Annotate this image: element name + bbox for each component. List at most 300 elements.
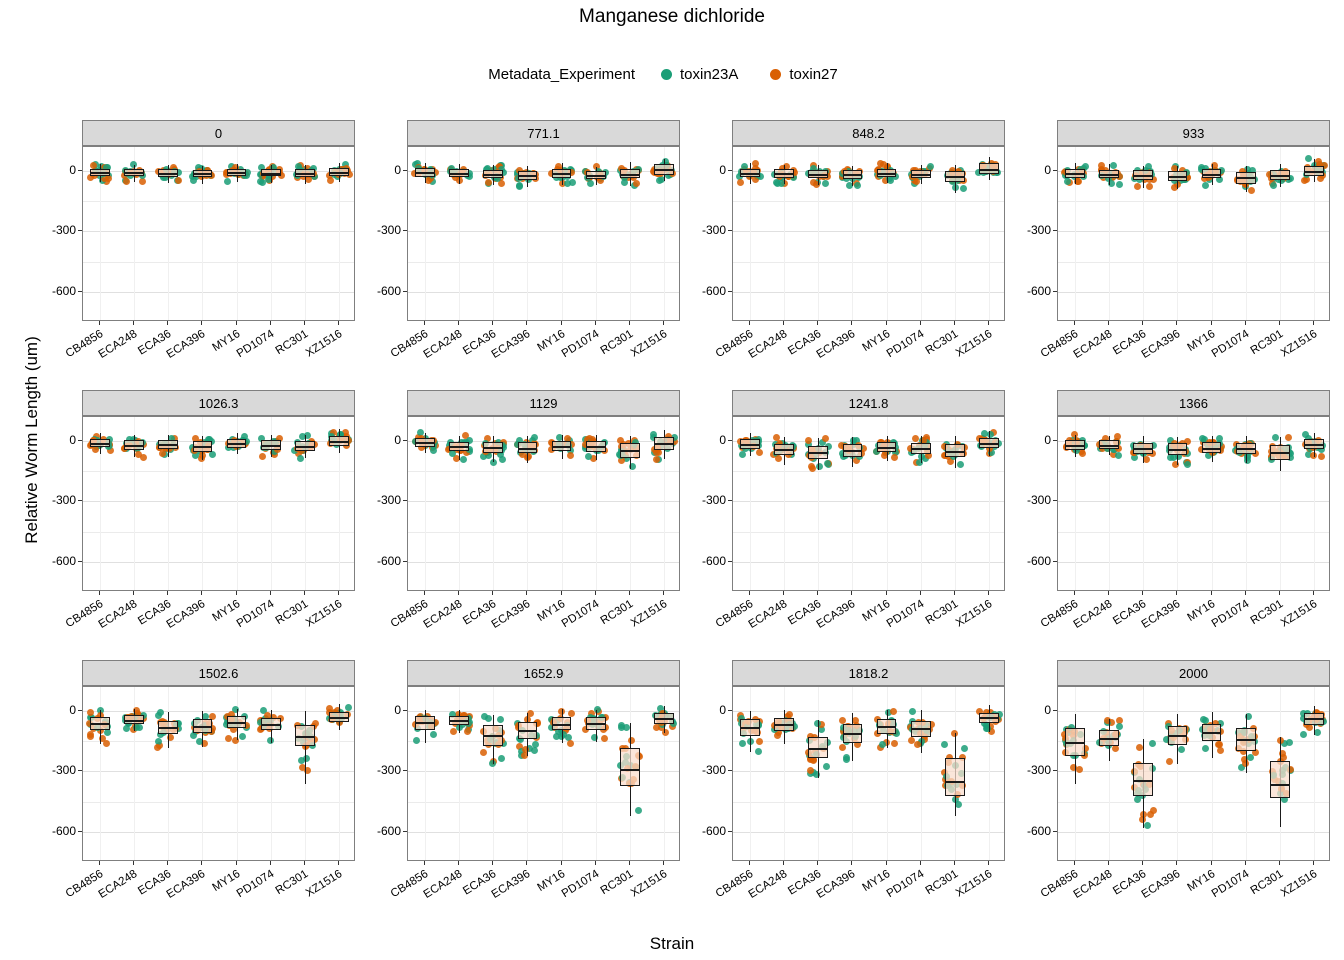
box-plot-median — [1065, 173, 1085, 175]
x-axis-tick-mark — [1279, 321, 1280, 325]
box-plot-median — [1168, 176, 1188, 178]
y-axis-tick-mark — [1053, 710, 1057, 711]
y-axis-tick-mark — [1053, 170, 1057, 171]
x-axis-tick-label: ECA248 — [421, 868, 465, 901]
gridline-minor — [408, 201, 679, 202]
y-axis-tick-mark — [403, 170, 407, 171]
gridline-minor — [408, 471, 679, 472]
box-plot-median — [1065, 445, 1085, 447]
data-point — [123, 178, 130, 185]
gridline-major — [733, 711, 1004, 712]
x-axis-tick-label: ECA36 — [1111, 328, 1149, 358]
x-axis-tick-mark — [988, 861, 989, 865]
box-plot-median — [1236, 177, 1256, 179]
box-plot-median — [295, 173, 315, 175]
gridline-major — [83, 292, 354, 293]
gridline-vertical — [493, 687, 494, 860]
x-axis-tick-mark — [886, 591, 887, 595]
y-axis-tick-label: -300 — [1026, 763, 1051, 778]
x-axis-tick-mark — [954, 861, 955, 865]
data-point — [521, 752, 528, 759]
box-plot-median — [449, 720, 469, 722]
x-axis-tick-mark — [851, 321, 852, 325]
x-axis-tick-mark — [629, 591, 630, 595]
box-plot-median — [158, 173, 178, 175]
x-axis-tick-mark — [1176, 861, 1177, 865]
box-plot-median — [620, 769, 640, 771]
box-plot-median — [1304, 718, 1324, 720]
box-plot-median — [329, 172, 349, 174]
y-axis — [359, 146, 407, 321]
gridline-major — [83, 562, 354, 563]
x-axis-tick-mark — [629, 321, 630, 325]
y-axis — [34, 146, 82, 321]
x-axis-tick-mark — [167, 591, 168, 595]
x-axis-tick-mark — [236, 321, 237, 325]
box-plot-median — [877, 726, 897, 728]
x-axis-tick-mark — [526, 591, 527, 595]
legend-swatch-icon — [770, 69, 781, 80]
y-axis-tick-label: -300 — [376, 763, 401, 778]
x-axis-tick-label: ECA248 — [96, 598, 140, 631]
x-axis-tick-mark — [201, 591, 202, 595]
x-axis-tick-label: PD1074 — [559, 598, 602, 631]
x-axis-tick-label: ECA396 — [1140, 868, 1183, 901]
x-axis-tick-label: MY16 — [210, 868, 242, 895]
data-point — [891, 454, 898, 461]
x-axis-tick-mark — [236, 861, 237, 865]
x-axis-tick-mark — [1142, 861, 1143, 865]
data-point — [955, 801, 962, 808]
data-point — [1134, 183, 1141, 190]
data-point — [1300, 731, 1307, 738]
x-axis-tick-label: ECA396 — [490, 328, 533, 361]
x-axis-tick-label: CB4856 — [388, 868, 431, 901]
x-axis-tick-mark — [1211, 861, 1212, 865]
x-axis-tick-label: MY16 — [1185, 328, 1217, 355]
data-point — [1104, 717, 1111, 724]
data-point — [1202, 182, 1209, 189]
x-axis-tick-mark — [783, 591, 784, 595]
x-axis-tick-label: PD1074 — [234, 328, 277, 361]
x-axis-tick-label: RC301 — [273, 328, 311, 358]
data-point — [430, 731, 437, 738]
gridline-minor — [733, 201, 1004, 202]
x-axis-tick-label: ECA396 — [1140, 328, 1183, 361]
box-plot-median — [329, 717, 349, 719]
data-point — [567, 452, 574, 459]
x-axis-tick-label: RC301 — [923, 328, 961, 358]
x-axis-tick-label: ECA36 — [1111, 598, 1149, 628]
y-axis-tick-mark — [1053, 561, 1057, 562]
x-axis-tick-mark — [133, 861, 134, 865]
x-axis-tick-label: ECA36 — [136, 328, 174, 358]
x-axis-tick-label: ECA248 — [746, 868, 790, 901]
y-axis-tick-mark — [1053, 500, 1057, 501]
facet-panel — [359, 660, 684, 930]
data-point — [460, 456, 467, 463]
x-axis-tick-mark — [133, 321, 134, 325]
data-point — [139, 178, 146, 185]
data-point — [257, 178, 264, 185]
x-axis-tick-mark — [1108, 861, 1109, 865]
data-point — [1114, 433, 1121, 440]
x-axis-tick-mark — [1313, 591, 1314, 595]
x-axis-tick-label: CB4856 — [713, 868, 756, 901]
gridline-major — [408, 292, 679, 293]
gridline-minor — [1058, 802, 1329, 803]
facet-strip-label: 1366 — [1057, 390, 1330, 416]
x-axis-tick-mark — [1313, 861, 1314, 865]
y-axis-tick-mark — [1053, 440, 1057, 441]
x-axis-tick-label: ECA36 — [136, 868, 174, 898]
box-plot-median — [261, 724, 281, 726]
data-point — [499, 456, 506, 463]
gridline-minor — [733, 802, 1004, 803]
x-axis-tick-label: ECA36 — [461, 328, 499, 358]
box-plot-median — [945, 176, 965, 178]
y-axis-tick-mark — [403, 831, 407, 832]
x-axis-tick-label: ECA248 — [96, 868, 140, 901]
x-axis-tick-label: ECA248 — [96, 328, 140, 361]
data-point — [497, 716, 504, 723]
y-axis-tick-mark — [78, 710, 82, 711]
data-point — [1064, 178, 1071, 185]
box-plot-median — [808, 452, 828, 454]
y-axis — [34, 686, 82, 861]
x-axis-tick-mark — [920, 861, 921, 865]
x-axis-tick-mark — [458, 861, 459, 865]
box-plot-median — [552, 173, 572, 175]
x-axis-tick-mark — [817, 861, 818, 865]
x-axis-tick-mark — [595, 861, 596, 865]
box-plot-median — [193, 173, 213, 175]
box-plot-median — [227, 172, 247, 174]
box-plot-median — [518, 175, 538, 177]
y-axis-tick-mark — [78, 500, 82, 501]
data-point — [190, 732, 197, 739]
box-plot-median — [1270, 784, 1290, 786]
box-plot-median — [193, 726, 213, 728]
x-axis-tick-label: RC301 — [273, 868, 311, 898]
box-plot-median — [124, 172, 144, 174]
facet-panel — [34, 660, 359, 930]
box-plot-median — [1099, 174, 1119, 176]
data-point — [1244, 454, 1251, 461]
x-axis-tick-mark — [133, 591, 134, 595]
chart-title: Manganese dichloride — [579, 6, 765, 27]
x-axis-tick-label: MY16 — [535, 328, 567, 355]
data-point — [739, 451, 746, 458]
data-point — [154, 744, 161, 751]
x-axis-tick-mark — [338, 591, 339, 595]
box-plot-box — [620, 748, 640, 785]
gridline-major — [83, 711, 354, 712]
box-plot-median — [1133, 780, 1153, 782]
data-point — [814, 720, 821, 727]
x-axis-tick-mark — [886, 861, 887, 865]
legend-item-0[interactable] — [661, 66, 738, 83]
data-point — [564, 180, 571, 187]
x-axis-tick-label: ECA396 — [815, 598, 858, 631]
y-axis-tick-label: -600 — [51, 283, 76, 298]
x-axis-tick-label: ECA396 — [1140, 598, 1183, 631]
box-plot-median — [483, 174, 503, 176]
x-axis-tick-mark — [492, 321, 493, 325]
y-axis-tick-mark — [403, 710, 407, 711]
x-axis-tick-label: ECA248 — [746, 328, 790, 361]
facet-strip-label: 1502.6 — [82, 660, 355, 686]
x-axis-tick-label: ECA248 — [746, 598, 790, 631]
data-point — [1217, 747, 1224, 754]
x-axis-tick-mark — [1211, 591, 1212, 595]
box-plot-median — [1270, 452, 1290, 454]
facet-strip-label: 1241.8 — [732, 390, 1005, 416]
x-axis-tick-label: ECA396 — [165, 598, 208, 631]
box-plot-median — [1168, 449, 1188, 451]
box-plot-median — [654, 443, 674, 445]
data-point — [774, 732, 781, 739]
x-axis-tick-label: RC301 — [923, 598, 961, 628]
plot-area — [1057, 686, 1330, 861]
data-point — [739, 740, 746, 747]
y-axis-tick-mark — [403, 230, 407, 231]
y-axis-label: Relative Worm Length (um) — [22, 336, 41, 544]
data-point — [1075, 178, 1082, 185]
x-axis-tick-label: ECA36 — [461, 598, 499, 628]
box-plot-median — [1236, 739, 1256, 741]
x-axis-tick-label: CB4856 — [713, 328, 756, 361]
x-axis-tick-label: ECA396 — [815, 328, 858, 361]
data-point — [1184, 461, 1191, 468]
y-axis-tick-label: -600 — [701, 823, 726, 838]
x-axis-tick-mark — [236, 591, 237, 595]
box-plot-median — [552, 446, 572, 448]
y-axis-tick-mark — [728, 291, 732, 292]
box-whisker — [305, 711, 306, 783]
box-plot-median — [843, 450, 863, 452]
plot-area — [732, 686, 1005, 861]
y-axis — [684, 686, 732, 861]
facet-panel — [684, 390, 1009, 660]
data-point — [298, 757, 305, 764]
x-axis-tick-label: MY16 — [860, 868, 892, 895]
box-plot-median — [124, 720, 144, 722]
data-point — [635, 807, 642, 814]
y-axis-tick-label: 0 — [394, 433, 401, 448]
data-point — [891, 740, 898, 747]
gridline-major — [733, 231, 1004, 232]
x-axis-label: Strain — [649, 934, 695, 953]
x-axis-tick-mark — [920, 321, 921, 325]
x-axis-tick-label: ECA36 — [786, 868, 824, 898]
data-point — [568, 710, 575, 717]
y-axis-tick-label: 0 — [69, 433, 76, 448]
x-axis-tick-label: PD1074 — [234, 868, 277, 901]
y-axis-tick-mark — [728, 230, 732, 231]
x-axis-tick-label: PD1074 — [559, 868, 602, 901]
y-axis-tick-label: -600 — [1026, 283, 1051, 298]
y-axis-tick-label: 0 — [1044, 433, 1051, 448]
gridline-minor — [733, 741, 1004, 742]
data-point — [1170, 454, 1177, 461]
data-point — [1144, 822, 1151, 829]
y-axis-tick-mark — [78, 831, 82, 832]
x-axis-tick-mark — [1245, 591, 1246, 595]
data-point — [1147, 811, 1154, 818]
x-axis-tick-mark — [492, 861, 493, 865]
y-axis-tick-label: 0 — [1044, 703, 1051, 718]
box-plot-median — [654, 169, 674, 171]
y-axis — [1009, 416, 1057, 591]
x-axis-tick-mark — [167, 861, 168, 865]
box-plot-median — [808, 174, 828, 176]
box-plot-median — [979, 169, 999, 171]
data-point — [190, 177, 197, 184]
box-plot-median — [295, 446, 315, 448]
data-point — [822, 180, 829, 187]
box-plot-median — [518, 448, 538, 450]
x-axis-tick-mark — [99, 321, 100, 325]
legend-item-1[interactable] — [770, 66, 837, 83]
x-axis-tick-mark — [663, 591, 664, 595]
box-plot-median — [1099, 738, 1119, 740]
x-axis-tick-mark — [1074, 321, 1075, 325]
data-point — [890, 708, 897, 715]
y-axis-tick-mark — [728, 170, 732, 171]
x-axis-tick-label: XZ1516 — [1278, 598, 1320, 630]
y-axis-tick-mark — [78, 230, 82, 231]
y-axis-tick-mark — [1053, 291, 1057, 292]
data-point — [1149, 740, 1156, 747]
box-plot-median — [261, 173, 281, 175]
x-axis-tick-label: ECA36 — [136, 598, 174, 628]
box-plot-median — [740, 727, 760, 729]
gridline-minor — [408, 262, 679, 263]
box-plot-median — [1133, 175, 1153, 177]
data-point — [839, 744, 846, 751]
data-point — [567, 740, 574, 747]
box-plot-median — [654, 718, 674, 720]
x-axis-tick-mark — [783, 861, 784, 865]
box-plot-box — [945, 758, 965, 795]
gridline-minor — [1058, 201, 1329, 202]
gridline-major — [1058, 292, 1329, 293]
y-axis-tick-mark — [1053, 230, 1057, 231]
data-point — [1136, 744, 1143, 751]
y-axis-tick-label: -600 — [1026, 553, 1051, 568]
gridline-minor — [408, 802, 679, 803]
data-point — [1247, 754, 1254, 761]
y-axis-tick-label: -600 — [51, 823, 76, 838]
y-axis — [1009, 146, 1057, 321]
x-axis-tick-label: CB4856 — [388, 328, 431, 361]
x-axis-tick-label: ECA248 — [421, 598, 465, 631]
x-axis-tick-mark — [561, 321, 562, 325]
x-axis-tick-label: PD1074 — [234, 598, 277, 631]
gridline-minor — [1058, 532, 1329, 533]
x-axis-tick-label: XZ1516 — [628, 868, 670, 900]
data-point — [823, 763, 830, 770]
x-axis-tick-label: PD1074 — [1209, 328, 1252, 361]
y-axis-tick-label: -300 — [701, 493, 726, 508]
box-plot-median — [449, 173, 469, 175]
data-point — [1318, 453, 1325, 460]
data-point — [224, 178, 231, 185]
box-plot-median — [911, 448, 931, 450]
box-plot-median — [329, 441, 349, 443]
data-point — [941, 741, 948, 748]
x-axis-tick-label: XZ1516 — [303, 328, 345, 360]
y-axis-tick-mark — [78, 440, 82, 441]
data-point — [618, 722, 625, 729]
x-axis-tick-mark — [304, 591, 305, 595]
y-axis-tick-label: -600 — [51, 553, 76, 568]
box-plot-median — [1270, 175, 1290, 177]
data-point — [810, 179, 817, 186]
data-point — [498, 755, 505, 762]
box-plot-median — [774, 449, 794, 451]
x-axis-tick-label: MY16 — [210, 598, 242, 625]
box-plot-median — [552, 724, 572, 726]
y-axis-tick-mark — [1053, 770, 1057, 771]
gridline-minor — [83, 532, 354, 533]
y-axis-tick-label: -300 — [1026, 493, 1051, 508]
data-point — [961, 745, 968, 752]
x-axis-tick-mark — [561, 591, 562, 595]
box-plot-median — [227, 722, 247, 724]
y-axis-tick-label: 0 — [394, 703, 401, 718]
x-axis-tick-label: ECA396 — [815, 868, 858, 901]
y-axis-tick-label: 0 — [719, 433, 726, 448]
data-point — [1178, 746, 1185, 753]
x-axis-tick-mark — [338, 321, 339, 325]
x-axis-tick-label: ECA248 — [1071, 868, 1115, 901]
gridline-minor — [1058, 262, 1329, 263]
data-point — [464, 728, 471, 735]
y-axis — [1009, 686, 1057, 861]
data-point — [854, 182, 861, 189]
data-point — [327, 177, 334, 184]
y-axis-tick-label: 0 — [69, 703, 76, 718]
box-plot-median — [158, 444, 178, 446]
y-axis — [684, 416, 732, 591]
y-axis-tick-mark — [403, 500, 407, 501]
x-axis-tick-mark — [99, 861, 100, 865]
box-plot-median — [877, 447, 897, 449]
data-point — [345, 704, 352, 711]
y-axis-tick-label: -300 — [376, 493, 401, 508]
gridline-minor — [733, 532, 1004, 533]
box-plot-median — [808, 748, 828, 750]
x-axis-tick-mark — [458, 591, 459, 595]
x-axis-tick-mark — [817, 321, 818, 325]
data-point — [1272, 434, 1279, 441]
x-axis-tick-label: MY16 — [210, 328, 242, 355]
plot-area — [1057, 416, 1330, 591]
facet-grid — [34, 120, 1334, 930]
y-axis — [34, 416, 82, 591]
data-point — [485, 715, 492, 722]
gridline-major — [408, 231, 679, 232]
data-point — [413, 737, 420, 744]
x-axis-tick-mark — [424, 321, 425, 325]
legend-swatch-icon — [661, 69, 672, 80]
x-axis-tick-mark — [783, 321, 784, 325]
data-point — [1076, 766, 1083, 773]
data-point — [1202, 745, 1209, 752]
box-plot-median — [945, 451, 965, 453]
